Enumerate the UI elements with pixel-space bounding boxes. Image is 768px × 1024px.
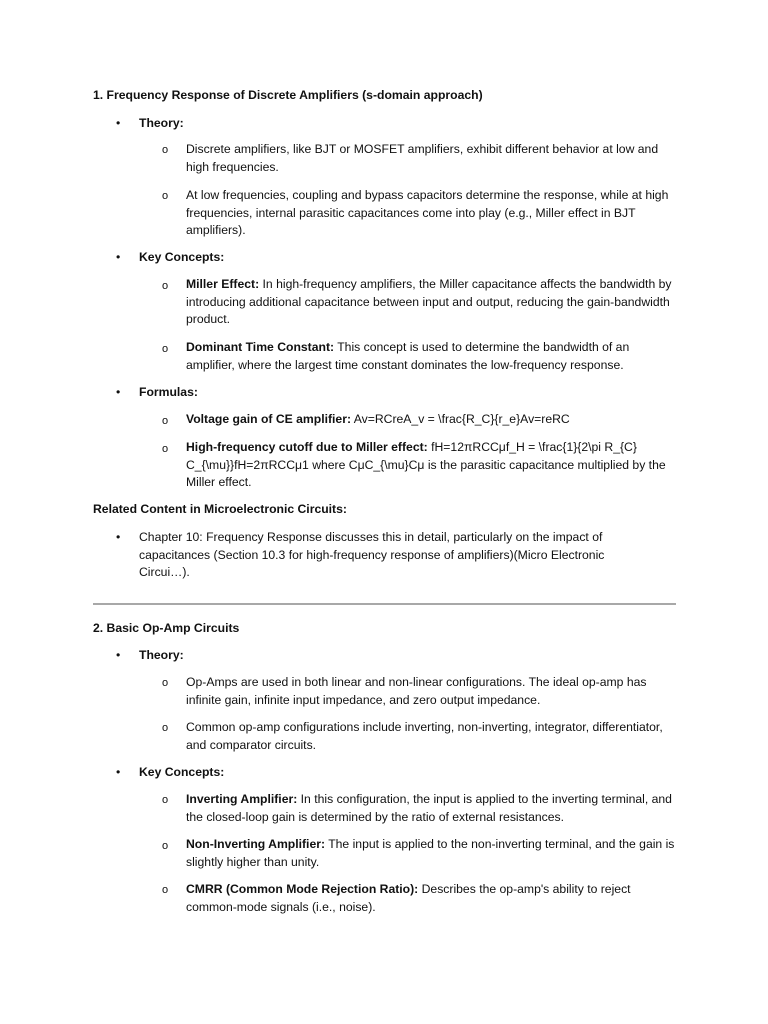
concept-text: In high-frequency amplifiers, the Miller capacitance affects the bandwidth by introducing additional capacitance between input and output, reducing the gain-bandwidth product.	[186, 277, 672, 326]
related-item-1: Chapter 10: Frequency Response discusses this in detail, particularly on the impact of capacitances (Section 10.3 for high-frequency response of amplifiers)(Micro Electronic Circui…).	[139, 530, 605, 579]
concept-text: This concept is used to determine the bandwidth of an amplifier, where the largest time constant dominates the low-frequency response.	[186, 340, 630, 372]
concept-term: Miller Effect:	[186, 277, 260, 291]
formula-term: Voltage gain of CE amplifier:	[186, 412, 352, 426]
section1-theory-label: Theory:	[139, 116, 184, 130]
concept-term: Non-Inverting Amplifier:	[186, 837, 326, 851]
section2-key-concept-2	[186, 836, 678, 871]
section1-theory-item-1: Discrete amplifiers, like BJT or MOSFET amplifiers, exhibit different behavior at low and high frequencies.	[186, 142, 659, 174]
formula-text: fH=12πRCCμf_H = \frac{1}{2\pi R_{C} C_{\mu}}fH=2πRCCμ1 where CμC_{\mu}Cμ is the parasitic capacitance multiplied by the Miller effect.	[186, 440, 666, 489]
section2-theory-label: Theory:	[139, 648, 184, 662]
related-title: Related Content in Microelectronic Circuits:	[93, 502, 347, 516]
section1-title: 1. Frequency Response of Discrete Amplifiers (s-domain approach)	[93, 88, 483, 102]
concept-term: Inverting Amplifier:	[186, 792, 298, 806]
sub-bullet-icon: o	[162, 884, 169, 896]
section1-key-concepts-label: Key Concepts:	[139, 250, 225, 264]
formula-term: High-frequency cutoff due to Miller effect:	[186, 440, 428, 454]
sub-bullet-icon: o	[162, 415, 169, 427]
sub-bullet-icon: o	[162, 677, 169, 689]
bullet-icon: •	[116, 250, 121, 264]
section2-key-concept-1	[186, 791, 678, 826]
sub-bullet-icon: o	[162, 280, 169, 292]
concept-term: CMRR (Common Mode Rejection Ratio):	[186, 882, 419, 896]
section1-key-concept-2	[186, 339, 678, 374]
bullet-icon: •	[116, 116, 121, 130]
bullet-icon: •	[116, 530, 121, 544]
sub-bullet-icon: o	[162, 443, 169, 455]
formula-text: Av=RCreA_v = \frac{R_C}{r_e}Av=reRC	[351, 412, 570, 426]
section1-formula-2	[186, 439, 678, 492]
section1-key-concept-1	[186, 276, 678, 329]
bullet-icon: •	[116, 648, 121, 662]
sub-bullet-icon: o	[162, 190, 169, 202]
section2-key-concept-3	[186, 881, 678, 916]
concept-term: Dominant Time Constant:	[186, 340, 335, 354]
horizontal-divider	[93, 603, 676, 605]
sub-bullet-icon: o	[162, 722, 169, 734]
bullet-icon: •	[116, 385, 121, 399]
concept-text: The input is applied to the non-inverting terminal, and the gain is slightly higher than unity.	[186, 837, 675, 869]
sub-bullet-icon: o	[162, 794, 169, 806]
section2-title: 2. Basic Op-Amp Circuits	[93, 621, 240, 635]
section2-key-concepts-label: Key Concepts:	[139, 765, 225, 779]
sub-bullet-icon: o	[162, 144, 169, 156]
section2-theory-item-2: Common op-amp configurations include inverting, non-inverting, integrator, differentiator, and comparator circuits.	[186, 720, 663, 752]
section1-formulas-label: Formulas:	[139, 385, 198, 399]
concept-text: In this configuration, the input is applied to the inverting terminal, and the closed-loop gain is determined by the ratio of external resistances.	[186, 792, 672, 824]
sub-bullet-icon: o	[162, 840, 169, 852]
bullet-icon: •	[116, 765, 121, 779]
section2-theory-item-1: Op-Amps are used in both linear and non-linear configurations. The ideal op-amp has infinite gain, infinite input impedance, and zero output impedance.	[186, 675, 647, 707]
concept-text: Describes the op-amp's ability to reject common-mode signals (i.e., noise).	[186, 882, 631, 914]
section1-formula-1	[186, 411, 678, 429]
section1-theory-item-2: At low frequencies, coupling and bypass capacitors determine the response, while at high frequencies, internal parasitic capacitances come into play (e.g., Miller effect in BJT amplifiers).	[186, 188, 669, 237]
sub-bullet-icon: o	[162, 343, 169, 355]
